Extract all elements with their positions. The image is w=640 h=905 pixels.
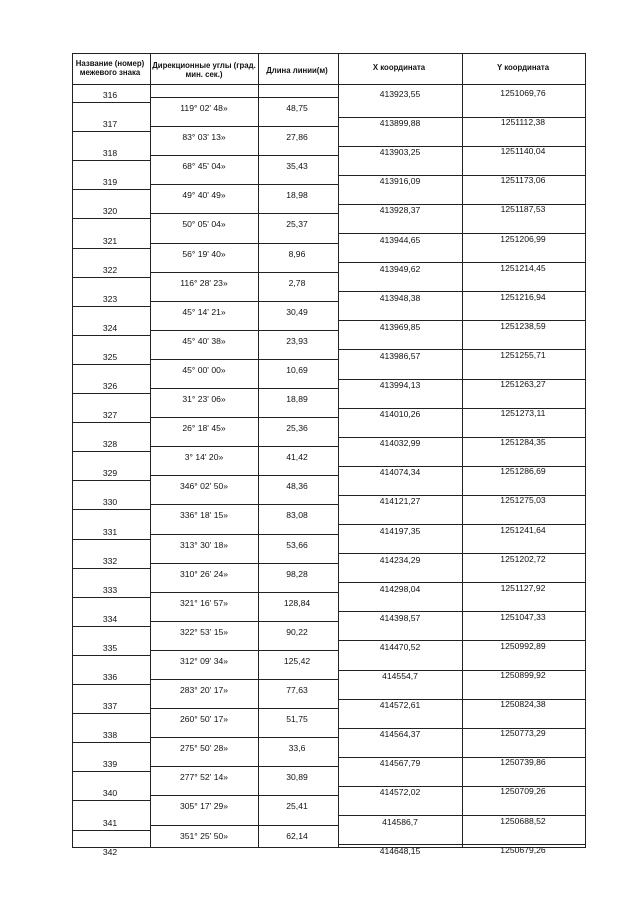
direction-angle-value: 277° 52' 14» (179, 772, 229, 783)
line-length-value: 125,42 (283, 655, 311, 666)
header-y-coordinate: Y координата (496, 63, 550, 72)
header-point-name: Название (номер) межевого знака (75, 59, 145, 77)
row-line-coords (338, 379, 585, 380)
direction-angle-value: 83° 03' 13» (182, 132, 226, 143)
row-line-angle (150, 679, 338, 680)
line-length-value: 10,69 (286, 364, 308, 375)
line-length-value: 30,49 (286, 306, 308, 317)
line-length-value: 33,6 (288, 743, 306, 754)
row-line-angle (150, 272, 338, 273)
x-coordinate-value: 414298,04 (379, 583, 421, 594)
row-line-angle (150, 795, 338, 796)
row-line-coords (338, 408, 585, 409)
y-coordinate-value: 1251140,04 (500, 146, 546, 157)
x-coordinate-value: 414567,79 (379, 758, 421, 769)
y-coordinate-value: 1251069,76 (500, 88, 546, 98)
direction-angle-value: 31° 23' 06» (182, 394, 226, 404)
row-line-coords (338, 844, 585, 845)
x-coordinate-value: 413903,25 (379, 147, 421, 158)
line-length-value: 25,41 (286, 801, 308, 812)
y-coordinate-value: 1251173,06 (500, 175, 546, 186)
y-coordinate-value: 1251255,71 (500, 349, 546, 360)
x-coordinate-value: 414648,15 (379, 845, 421, 856)
x-coordinate-value: 414564,37 (379, 729, 421, 740)
direction-angle-value: 322° 53' 15» (179, 626, 229, 637)
header-line-length: Длина линии(м) (266, 66, 328, 75)
y-coordinate-value: 1251286,69 (500, 466, 546, 477)
row-line-angle (150, 650, 338, 651)
row-line-coords (338, 699, 585, 700)
x-coordinate-value: 413986,57 (379, 350, 421, 361)
y-coordinate-value: 1251241,64 (500, 524, 546, 535)
row-line-name (72, 655, 150, 656)
row-line-name (72, 306, 150, 307)
point-name: 332 (102, 555, 118, 566)
direction-angle-value: 68° 45' 04» (182, 161, 226, 172)
row-line-coords (338, 815, 585, 816)
line-length-value: 51,75 (286, 714, 308, 725)
y-coordinate-value: 1251047,33 (500, 611, 546, 622)
direction-angle-value: 50° 05' 04» (182, 219, 226, 230)
row-line-name (72, 393, 150, 394)
y-coordinate-value: 1251273,11 (500, 408, 546, 419)
y-coordinate-value: 1251202,72 (500, 553, 546, 564)
point-name: 321 (102, 235, 118, 246)
y-coordinate-value: 1250773,29 (500, 728, 546, 739)
x-coordinate-value: 414074,34 (379, 467, 421, 478)
line-length-value: 128,84 (283, 597, 311, 608)
x-coordinate-value: 413949,62 (379, 263, 421, 274)
x-coordinate-value: 413994,13 (379, 380, 421, 390)
direction-angle-value: 26° 18' 45» (182, 423, 226, 434)
row-line-name (72, 568, 150, 569)
y-coordinate-value: 1251275,03 (500, 495, 546, 506)
x-coordinate-value: 413899,88 (379, 118, 421, 129)
row-line-coords (338, 349, 585, 350)
line-length-value: 48,75 (286, 103, 308, 113)
point-name: 329 (102, 468, 118, 479)
row-line-coords (338, 553, 585, 554)
row-line-name (72, 451, 150, 452)
point-name: 331 (102, 526, 118, 537)
grid-line-vertical (585, 53, 586, 848)
y-coordinate-value: 1251187,53 (500, 204, 546, 215)
y-coordinate-value: 1251112,38 (500, 117, 546, 128)
row-line-name (72, 335, 150, 336)
y-coordinate-value: 1251238,59 (500, 320, 546, 331)
row-line-name (72, 364, 150, 365)
grid-line-vertical (258, 53, 259, 848)
direction-angle-value: 351° 25' 50» (179, 830, 229, 841)
row-line-name (72, 742, 150, 743)
point-name: 316 (102, 90, 118, 100)
direction-angle-value: 260° 50' 17» (179, 714, 229, 725)
point-name: 319 (102, 177, 118, 188)
row-line-angle (150, 766, 338, 767)
y-coordinate-value: 1251206,99 (500, 233, 546, 244)
x-coordinate-value: 413923,55 (379, 89, 421, 99)
point-name: 330 (102, 497, 118, 508)
x-coordinate-value: 413944,65 (379, 234, 421, 245)
row-line-coords (338, 437, 585, 438)
x-coordinate-value: 413969,85 (379, 321, 421, 332)
row-line-coords (338, 175, 585, 176)
line-length-value: 53,66 (286, 539, 308, 550)
y-coordinate-value: 1251284,35 (500, 437, 546, 448)
row-line-angle (150, 388, 338, 389)
direction-angle-value: 312° 09' 34» (179, 655, 229, 666)
direction-angle-value: 283° 20' 17» (179, 685, 229, 695)
x-coordinate-value: 414572,61 (379, 700, 421, 711)
line-length-value: 25,37 (286, 219, 308, 230)
y-coordinate-value: 1250688,52 (500, 815, 546, 826)
row-line-angle (150, 446, 338, 447)
row-line-angle (150, 359, 338, 360)
row-line-name (72, 626, 150, 627)
row-line-angle (150, 243, 338, 244)
point-name: 328 (102, 439, 118, 450)
direction-angle-value: 45° 14' 21» (182, 306, 226, 317)
line-length-value: 18,89 (286, 394, 308, 404)
row-line-coords (338, 611, 585, 612)
y-coordinate-value: 1250899,92 (500, 670, 546, 680)
grid-line-vertical (338, 53, 339, 848)
row-line-angle (150, 563, 338, 564)
y-coordinate-value: 1250709,26 (500, 786, 546, 797)
row-line-name (72, 539, 150, 540)
row-line-angle (150, 592, 338, 593)
row-line-coords (338, 640, 585, 641)
row-line-coords (338, 495, 585, 496)
point-name: 317 (102, 119, 118, 130)
direction-angle-value: 336° 18' 15» (179, 510, 229, 521)
direction-angle-value: 313° 30' 18» (179, 539, 229, 550)
row-line-name (72, 509, 150, 510)
x-coordinate-value: 414197,35 (379, 525, 421, 536)
point-name: 342 (102, 846, 118, 857)
x-coordinate-value: 414234,29 (379, 554, 421, 565)
row-line-angle (150, 737, 338, 738)
line-length-value: 30,89 (286, 772, 308, 783)
row-line-angle (150, 97, 338, 98)
direction-angle-value: 56° 19' 40» (182, 248, 226, 259)
direction-angle-value: 45° 40' 38» (182, 335, 226, 346)
row-line-angle (150, 155, 338, 156)
row-line-name (72, 713, 150, 714)
x-coordinate-value: 413948,38 (379, 292, 421, 303)
line-length-value: 25,36 (286, 423, 308, 434)
row-line-name (72, 131, 150, 132)
line-length-value: 27,86 (286, 132, 308, 143)
direction-angle-value: 275° 50' 28» (179, 743, 229, 754)
row-line-coords (338, 466, 585, 467)
x-coordinate-value: 414586,7 (382, 816, 418, 827)
point-name: 338 (102, 730, 118, 741)
y-coordinate-value: 1251214,45 (500, 262, 546, 273)
y-coordinate-value: 1251216,94 (500, 291, 546, 302)
point-name: 324 (102, 322, 118, 333)
row-line-name (72, 480, 150, 481)
row-line-coords (338, 524, 585, 525)
row-line-coords (338, 582, 585, 583)
row-line-angle (150, 475, 338, 476)
row-line-coords (338, 262, 585, 263)
line-length-value: 83,08 (286, 510, 308, 521)
point-name: 326 (102, 381, 118, 391)
x-coordinate-value: 413916,09 (379, 176, 421, 187)
point-name: 323 (102, 293, 118, 304)
row-line-angle (150, 621, 338, 622)
y-coordinate-value: 1251127,92 (500, 582, 546, 593)
direction-angle-value: 119° 02' 48» (180, 103, 228, 113)
row-line-angle (150, 825, 338, 826)
point-name: 322 (102, 264, 118, 275)
row-line-coords (338, 786, 585, 787)
row-line-coords (338, 204, 585, 205)
direction-angle-value: 321° 16' 57» (179, 597, 229, 608)
point-name: 333 (102, 584, 118, 595)
x-coordinate-value: 413928,37 (379, 205, 421, 216)
direction-angle-value: 346° 02' 50» (179, 481, 229, 492)
direction-angle-value: 305° 17' 29» (179, 801, 229, 812)
row-line-name (72, 102, 150, 103)
point-name: 334 (102, 613, 118, 624)
row-line-coords (338, 757, 585, 758)
line-length-value: 90,22 (286, 626, 308, 637)
point-name: 337 (102, 701, 118, 712)
row-line-angle (150, 301, 338, 302)
row-line-name (72, 218, 150, 219)
header-direction-angle: Дирекционные углы (град. мин. сек.) (152, 61, 256, 79)
line-length-value: 41,42 (286, 452, 308, 463)
grid-line-header-bottom (72, 84, 585, 85)
row-line-name (72, 422, 150, 423)
row-line-name (72, 771, 150, 772)
x-coordinate-value: 414010,26 (379, 409, 421, 420)
row-line-angle (150, 534, 338, 535)
x-coordinate-value: 414470,52 (379, 641, 421, 652)
y-coordinate-value: 1250679,26 (500, 844, 546, 855)
row-line-angle (150, 126, 338, 127)
line-length-value: 18,98 (286, 190, 308, 201)
x-coordinate-value: 414398,57 (379, 612, 421, 623)
point-name: 340 (102, 788, 118, 799)
line-length-value: 48,36 (286, 481, 308, 492)
y-coordinate-value: 1250824,38 (500, 699, 546, 710)
line-length-value: 77,63 (286, 685, 308, 695)
y-coordinate-value: 1251263,27 (500, 379, 546, 389)
row-line-coords (338, 146, 585, 147)
line-length-value: 35,43 (286, 161, 308, 172)
row-line-coords (338, 728, 585, 729)
point-name: 320 (102, 206, 118, 217)
row-line-angle (150, 504, 338, 505)
line-length-value: 62,14 (286, 830, 308, 841)
point-name: 318 (102, 148, 118, 159)
y-coordinate-value: 1250739,86 (500, 757, 546, 768)
row-line-angle (150, 184, 338, 185)
direction-angle-value: 116° 28' 23» (180, 277, 228, 288)
x-coordinate-value: 414032,99 (379, 438, 421, 449)
point-name: 336 (102, 672, 118, 682)
row-line-angle (150, 417, 338, 418)
x-coordinate-value: 414572,02 (379, 787, 421, 798)
y-coordinate-value: 1250992,89 (500, 640, 546, 651)
row-line-name (72, 248, 150, 249)
point-name: 341 (102, 817, 118, 828)
row-line-angle (150, 708, 338, 709)
line-length-value: 98,28 (286, 568, 308, 579)
row-line-coords (338, 291, 585, 292)
row-line-name (72, 830, 150, 831)
row-line-name (72, 160, 150, 161)
row-line-name (72, 597, 150, 598)
direction-angle-value: 49° 40' 49» (182, 190, 226, 201)
point-name: 325 (102, 351, 118, 362)
row-line-angle (150, 330, 338, 331)
row-line-coords (338, 320, 585, 321)
point-name: 327 (102, 410, 118, 421)
grid-line-top (72, 53, 585, 54)
row-line-coords (338, 117, 585, 118)
direction-angle-value: 45° 00' 00» (182, 364, 226, 375)
row-line-coords (338, 233, 585, 234)
row-line-name (72, 189, 150, 190)
line-length-value: 2,78 (288, 277, 306, 288)
row-line-coords (338, 670, 585, 671)
line-length-value: 23,93 (286, 335, 308, 346)
direction-angle-value: 310° 26' 24» (179, 568, 229, 579)
header-x-coordinate: X координата (372, 63, 426, 72)
grid-line-vertical (462, 53, 463, 848)
point-name: 335 (102, 642, 118, 653)
line-length-value: 8,96 (288, 248, 306, 259)
x-coordinate-value: 414554,7 (382, 671, 418, 681)
x-coordinate-value: 414121,27 (379, 496, 421, 507)
point-name: 339 (102, 759, 118, 770)
direction-angle-value: 3° 14' 20» (184, 452, 224, 463)
row-line-name (72, 277, 150, 278)
row-line-name (72, 800, 150, 801)
row-line-name (72, 684, 150, 685)
row-line-angle (150, 213, 338, 214)
